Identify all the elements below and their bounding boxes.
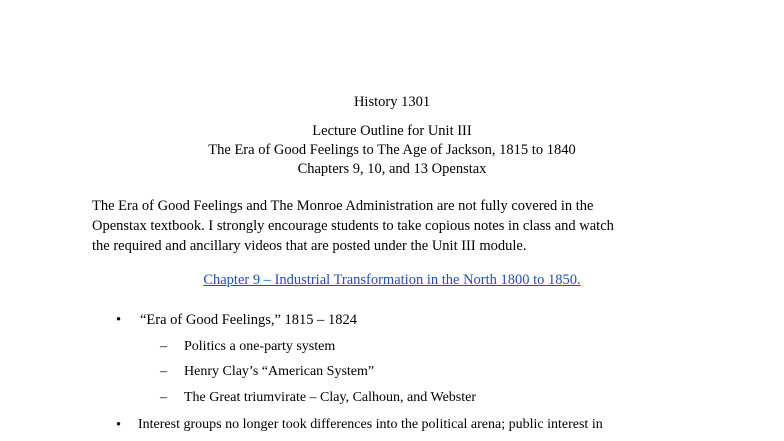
outline-item xyxy=(116,416,736,434)
outline-subitem-text: Politics a one-party system xyxy=(184,339,336,354)
outline-subitem xyxy=(160,338,660,356)
dash-icon: – xyxy=(160,364,167,379)
outline-item xyxy=(116,311,676,329)
intro-line: Openstax textbook. I strongly encourage students to take copious notes in class and watch xyxy=(92,218,614,234)
dash-icon: – xyxy=(160,339,167,354)
outline-subitem xyxy=(160,389,660,407)
dash-icon: – xyxy=(160,390,167,405)
intro-line: The Era of Good Feelings and The Monroe Administration are not fully covered in the xyxy=(92,198,594,214)
outline-subitem xyxy=(160,363,660,381)
intro-paragraph xyxy=(92,196,702,256)
intro-line: the required and ancillary videos that are posted under the Unit III module. xyxy=(92,238,527,254)
outline-item-text: Interest groups no longer took differences into the political arena; public interest in xyxy=(138,417,603,432)
outline-subitem-text: The Great triumvirate – Clay, Calhoun, and Webster xyxy=(184,390,477,405)
course-title: History 1301 xyxy=(353,94,431,110)
bullet-icon: • xyxy=(116,312,122,328)
outline-subitem-text: Henry Clay’s “American System” xyxy=(184,364,375,379)
outline-title: Lecture Outline for Unit III xyxy=(312,123,472,139)
outline-item-text: “Era of Good Feelings,” 1815 – 1824 xyxy=(140,312,358,328)
chapter-9-link[interactable]: Chapter 9 – Industrial Transformation in the North 1800 to 1850. xyxy=(203,272,581,288)
outline-subtitle: The Era of Good Feelings to The Age of Jackson, 1815 to 1840 xyxy=(208,142,576,158)
bullet-icon: • xyxy=(116,417,122,433)
outline-chapters: Chapters 9, 10, and 13 Openstax xyxy=(297,161,487,177)
